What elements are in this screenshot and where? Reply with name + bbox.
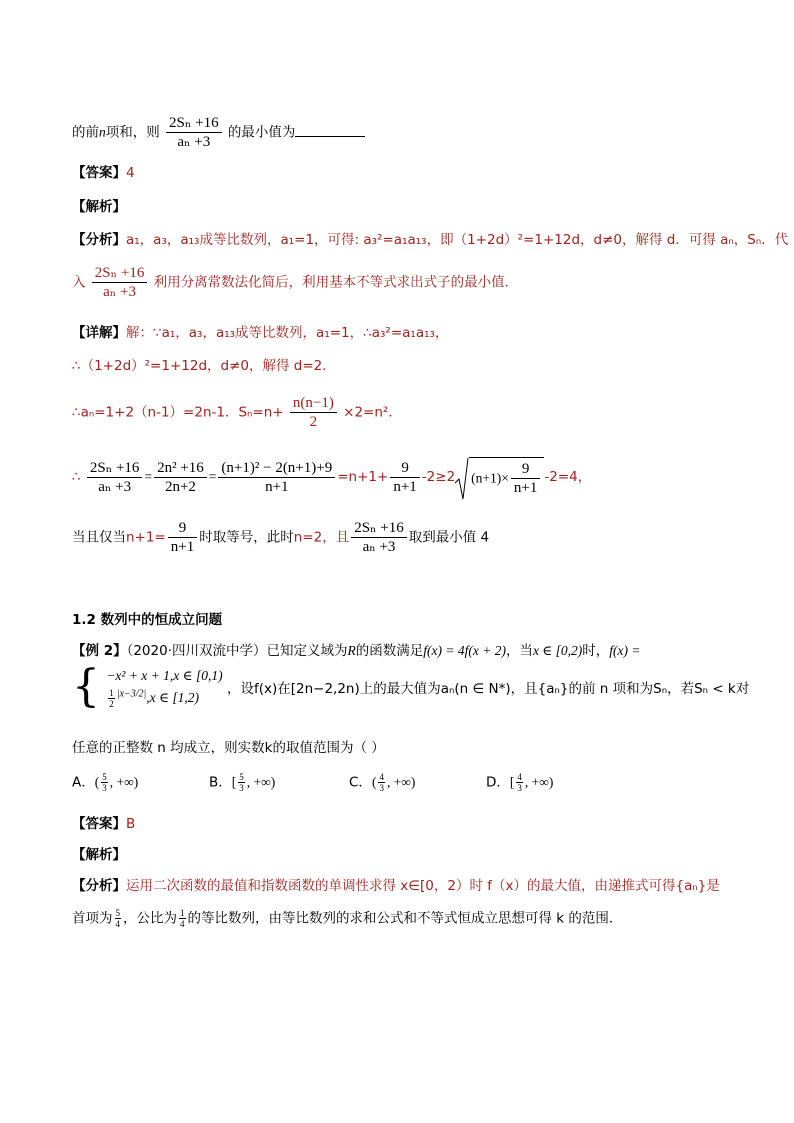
f1-fraction	[87, 459, 143, 496]
analysis-tag	[72, 197, 126, 217]
analysis-tag-text: 【解析】	[72, 199, 126, 215]
answer1-value: 4	[126, 165, 135, 181]
xiangjie-line3	[72, 394, 402, 431]
eq4: -2≥2	[421, 469, 456, 485]
sqrt-fraction-num: 9	[521, 461, 530, 477]
intro-n: n	[99, 124, 106, 140]
section-title: 1.2 数列中的恒成立问题	[72, 612, 223, 628]
answer2	[72, 814, 135, 834]
fenxi-fraction-num: 2Sₙ +16	[94, 265, 145, 281]
fenxi-text2-prefix: 入	[72, 274, 86, 291]
example2-R: R	[347, 643, 356, 658]
option-c[interactable]	[349, 772, 415, 793]
xiangjie-text5-prefix: 当且仅当	[72, 529, 126, 546]
xiangjie-text4-suffix: -2=4，	[544, 469, 592, 485]
option-c-frac	[378, 772, 385, 793]
example2-text4: 时，	[582, 643, 610, 659]
intro-line	[72, 114, 365, 151]
fenxi2-frac2	[179, 908, 186, 929]
option-c-den: 3	[379, 783, 384, 793]
fenxi-tag: 【分析】	[72, 232, 126, 248]
fenxi-line1	[72, 230, 788, 250]
f1-fraction-den: aₙ +3	[87, 477, 143, 496]
answer2-value: B	[126, 816, 136, 832]
answer2-tag: 【答案】	[72, 816, 126, 832]
fenxi2-frac1-num: 5	[115, 908, 120, 918]
option-b-tail: , +∞)	[246, 774, 276, 790]
sqrt-fraction-den: n+1	[511, 478, 540, 497]
f3-fraction	[218, 459, 335, 496]
option-a-den: 3	[102, 783, 107, 793]
option-c-lb: (	[371, 774, 377, 790]
fenxi2-text2-suffix: 的等比数列，由等比数列的求和公式和不等式恒成立思想可得 k 的范围．	[187, 910, 623, 927]
main-fraction-num: 2Sₙ +16	[169, 115, 219, 131]
brace-icon: {	[72, 661, 100, 713]
sqrt-left: (n+1)×	[471, 470, 509, 486]
option-b-lb: [	[231, 774, 237, 790]
intro-suffix: 的最小值为	[227, 124, 296, 141]
xiangjie-text5-mid: n+1=	[126, 529, 166, 546]
example2-line3: 任意的正整数 n 均成立，则实数k的取值范围为（ ）	[72, 740, 385, 756]
analysis2-tag: 【解析】	[72, 847, 126, 863]
option-d[interactable]	[486, 772, 553, 793]
piece2	[106, 687, 222, 709]
xiangjie-tag: 【详解】	[72, 325, 126, 341]
f4-fraction-num: 9	[401, 459, 409, 476]
xiangjie-line4	[72, 457, 591, 497]
piece2-exp: |x−3/2|	[116, 688, 147, 700]
xiangjie-line2: ∴（1+2d）²=1+12d，d≠0，解得 d=2．	[72, 358, 336, 374]
fenxi2-tag: 【分析】	[72, 878, 126, 894]
answer1-tag: 【答案】	[72, 165, 126, 181]
option-b-frac	[238, 772, 245, 793]
answer-blank	[295, 122, 365, 137]
option-a-frac	[101, 772, 108, 793]
f4-fraction	[390, 459, 419, 496]
option-b[interactable]	[209, 772, 275, 793]
xiangjie-text5-suffix: 取到最小值 4	[408, 529, 490, 546]
sn-fraction	[290, 394, 337, 431]
fenxi-text2-suffix: 利用分离常数法化简后，利用基本不等式求出式子的最小值．	[153, 274, 519, 291]
option-d-lb: [	[509, 774, 515, 790]
piece2-frac-num: 1	[109, 688, 114, 699]
f5-fraction-den: n+1	[168, 537, 197, 556]
main-fraction-den: aₙ +3	[166, 132, 222, 151]
example2-domain: x ∈ [0,2)	[532, 643, 583, 658]
fenxi2-frac1-den: 4	[115, 919, 120, 929]
fenxi2-line1	[72, 876, 720, 896]
fenxi2-text2-mid: ，公比为	[123, 910, 177, 927]
fenxi2-line2	[72, 908, 622, 929]
sqrt-sign-icon	[455, 457, 469, 501]
example2-fx: f(x) =	[609, 643, 641, 658]
fenxi2-frac2-den: 4	[180, 919, 185, 929]
option-b-label: B．	[209, 774, 232, 791]
option-c-label: C．	[349, 774, 372, 791]
option-d-frac	[516, 772, 523, 793]
option-d-num: 4	[517, 772, 522, 782]
f3-fraction-den: n+1	[218, 477, 335, 496]
sqrt-expression	[455, 457, 544, 497]
option-a-lb: (	[94, 774, 100, 790]
f2-fraction-num: 2n² +16	[157, 459, 204, 476]
fenxi-fraction-den: aₙ +3	[92, 282, 148, 301]
option-b-num: 5	[239, 772, 244, 782]
piecewise	[106, 665, 222, 709]
sqrt-fraction	[511, 460, 540, 497]
fenxi-text1: a₁，a₃，a₁₃成等比数列，a₁=1，可得: a₃²=a₁a₁₃，即（1+2d）²=1+12d，d≠0，解得 d．可得 aₙ，Sₙ．代	[126, 232, 789, 248]
option-b-den: 3	[239, 783, 244, 793]
sn-fraction-den: 2	[290, 412, 337, 431]
option-d-label: D．	[486, 774, 510, 791]
option-c-tail: , +∞)	[386, 774, 416, 790]
f1-fraction-num: 2Sₙ +16	[89, 459, 140, 476]
example2-after-piece: ，设f(x)在[2n−2,2n)上的最大值为aₙ(n ∈ N*)，且{aₙ}的前 n 项和为Sₙ，若Sₙ < k对	[226, 681, 750, 698]
piece2-frac-den: 2	[109, 699, 114, 710]
example2-piecewise-line	[72, 661, 750, 713]
f5-fraction	[168, 519, 197, 556]
option-c-num: 4	[379, 772, 384, 782]
eq2: =	[208, 469, 217, 484]
option-a-tail: , +∞)	[109, 774, 139, 790]
f6-fraction-den: aₙ +3	[351, 537, 407, 556]
xiangjie-line5	[72, 519, 489, 556]
example2-text2: 的函数满足	[355, 643, 424, 659]
main-fraction	[166, 114, 222, 151]
xiangjie-text3-suffix: ×2=n²．	[343, 404, 402, 421]
piece1: −x² + x + 1,x ∈ [0,1)	[106, 668, 223, 683]
example2-text3: ，当	[505, 643, 533, 659]
option-a[interactable]	[72, 772, 138, 793]
option-a-num: 5	[102, 772, 107, 782]
f5-fraction-num: 9	[178, 520, 187, 536]
eq1: =	[144, 469, 153, 484]
f6-fraction-num: 2Sₙ +16	[354, 520, 404, 536]
fenxi2-frac1	[115, 908, 122, 929]
sn-fraction-num: n(n−1)	[292, 395, 334, 411]
fenxi2-text2-prefix: 首项为	[72, 910, 113, 927]
example2-source: （2020·四川双流中学）	[126, 643, 267, 659]
fenxi-fraction	[92, 264, 148, 301]
intro-middle: 项和，则	[105, 124, 160, 141]
intro-prefix: 的前	[72, 124, 99, 141]
example2-func: f(x) = 4f(x + 2)	[423, 643, 506, 658]
xiangjie-text5-mid2: 时取等号，此时	[199, 529, 294, 546]
fenxi-line2	[72, 264, 518, 301]
xiangjie-text3-prefix: ∴aₙ=1+2（n-1）=2n-1．Sₙ=n+	[72, 404, 284, 421]
eq3: =n+1+	[337, 469, 389, 485]
fenxi2-frac2-num: 1	[180, 908, 185, 918]
f4-fraction-den: n+1	[390, 477, 419, 496]
example2-text1: 已知定义域为	[266, 643, 348, 659]
xiangjie-line1	[72, 323, 448, 343]
xiangjie-text4-prefix: ∴	[72, 469, 81, 485]
example2-line1	[72, 641, 641, 661]
option-d-tail: , +∞)	[524, 774, 554, 790]
f2-fraction-den: 2n+2	[154, 477, 207, 496]
piece2-tail: ,x ∈ [1,2)	[146, 690, 199, 705]
answer1	[72, 163, 135, 183]
xiangjie-text1: 解：∵a₁，a₃，a₁₃成等比数列，a₁=1，∴a₃²=a₁a₁₃，	[126, 325, 449, 341]
example2-tag: 【例 2】	[72, 643, 127, 659]
xiangjie-text5-mid3: n=2，且	[293, 529, 350, 546]
f2-fraction	[154, 459, 207, 496]
f6-fraction	[351, 519, 407, 556]
option-d-den: 3	[517, 783, 522, 793]
f3-fraction-num: (n+1)² − 2(n+1)+9	[221, 459, 333, 476]
piece2-frac	[108, 688, 115, 709]
fenxi2-text1: 运用二次函数的最值和指数函数的单调性求得 x∈[0，2）时 f（x）的最大值，由递推式可得{aₙ}是	[126, 878, 720, 894]
option-a-label: A．	[72, 774, 95, 791]
